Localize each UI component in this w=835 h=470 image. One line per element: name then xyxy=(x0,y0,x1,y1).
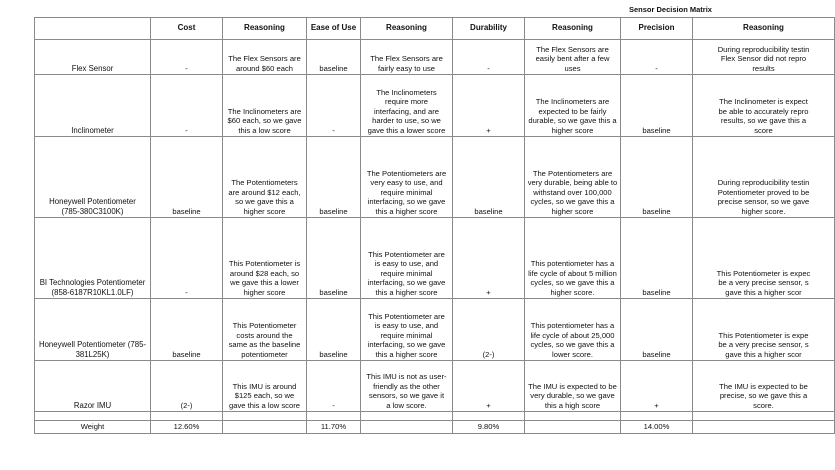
table-cell[interactable]: - xyxy=(151,40,223,75)
table-cell[interactable]: The Potentiometers are very durable, being able to withstand over 100,000 cycles, so we gave this a higher score xyxy=(525,137,621,218)
table-cell[interactable]: The Potentiometers are very easy to use, and require minimal interfacing, so we gave this a higher score xyxy=(361,137,453,218)
table-cell[interactable]: baseline xyxy=(307,40,361,75)
table-cell[interactable] xyxy=(621,412,693,421)
table-cell[interactable]: This IMU is not as user- friendly as the other sensors, so we gave it a low score. xyxy=(361,361,453,412)
header-cell[interactable]: Reasoning xyxy=(525,18,621,40)
table-cell[interactable]: baseline xyxy=(621,137,693,218)
header-cell[interactable]: Ease of Use xyxy=(307,18,361,40)
table-cell[interactable] xyxy=(361,412,453,421)
table-cell[interactable]: The IMU is expected to be very durable, so we gave this a high score xyxy=(525,361,621,412)
table-cell[interactable]: This Potentiometer are is easy to use, and require minimal interfacing, so we gave this a higher score xyxy=(361,299,453,361)
table-cell[interactable]: Honeywell Potentiometer (785-380C3100K) xyxy=(35,137,151,218)
table-cell[interactable]: The Flex Sensors are fairly easy to use xyxy=(361,40,453,75)
table-cell[interactable]: + xyxy=(453,75,525,137)
title-bar xyxy=(34,5,834,17)
table-cell[interactable]: During reproducibility testin Flex Sensor did not repro results xyxy=(693,40,835,75)
table-cell[interactable]: The Flex Sensors are easily bent after a few uses xyxy=(525,40,621,75)
table-cell[interactable]: Inclinometer xyxy=(35,75,151,137)
table-cell[interactable] xyxy=(525,412,621,421)
table-cell[interactable]: - xyxy=(151,218,223,299)
table-cell[interactable]: Honeywell Potentiometer (785- 381L25K) xyxy=(35,299,151,361)
table-cell[interactable] xyxy=(307,412,361,421)
decision-matrix-table xyxy=(34,17,835,434)
header-row xyxy=(35,18,835,40)
table-cell[interactable]: - xyxy=(151,75,223,137)
table-cell[interactable]: The Potentiometers are around $12 each, so we gave this a higher score xyxy=(223,137,307,218)
table-cell[interactable]: This Potentiometer are is easy to use, and require minimal interfacing, so we gave this a higher score xyxy=(361,218,453,299)
table-cell[interactable]: + xyxy=(453,361,525,412)
table-row xyxy=(35,299,835,361)
weight-row xyxy=(35,421,835,434)
table-cell[interactable] xyxy=(693,412,835,421)
table-cell[interactable]: This Potentiometer is expe be a very precise sensor, s gave this a higher scor xyxy=(693,299,835,361)
blank-row xyxy=(35,412,835,421)
table-cell[interactable]: baseline xyxy=(621,218,693,299)
table-cell[interactable]: baseline xyxy=(151,137,223,218)
table-cell[interactable]: BI Technologies Potentiometer (858-6187R10KL1.0LF) xyxy=(35,218,151,299)
weight-cell[interactable]: 11.70% xyxy=(307,421,361,434)
table-cell[interactable]: The Inclinometers require more interfacing, and are harder to use, so we gave this a lower score xyxy=(361,75,453,137)
table-cell[interactable]: - xyxy=(621,40,693,75)
table-cell[interactable]: + xyxy=(621,361,693,412)
table-cell[interactable]: baseline xyxy=(307,137,361,218)
table-cell[interactable]: - xyxy=(307,361,361,412)
table-cell[interactable]: This Potentiometer is around $28 each, so we gave this a lower higher score xyxy=(223,218,307,299)
header-cell[interactable]: Reasoning xyxy=(693,18,835,40)
table-cell[interactable]: This Potentiometer costs around the same as the baseline potentiometer xyxy=(223,299,307,361)
table-cell[interactable]: The Inclinometer is expect be able to accurately repro results, so we gave this a score xyxy=(693,75,835,137)
table-cell[interactable] xyxy=(453,412,525,421)
table-cell[interactable]: The Inclinometers are $60 each, so we gave this a low score xyxy=(223,75,307,137)
table-cell[interactable]: baseline xyxy=(307,218,361,299)
table-cell[interactable]: - xyxy=(307,75,361,137)
table-cell[interactable]: + xyxy=(453,218,525,299)
decision-matrix-sheet xyxy=(34,5,834,434)
table-cell[interactable]: (2-) xyxy=(453,299,525,361)
table-cell[interactable]: baseline xyxy=(151,299,223,361)
table-cell[interactable]: baseline xyxy=(621,75,693,137)
header-cell[interactable]: Cost xyxy=(151,18,223,40)
table-row xyxy=(35,75,835,137)
weight-cell[interactable] xyxy=(223,421,307,434)
table-cell[interactable]: This IMU is around $125 each, so we gave this a low score xyxy=(223,361,307,412)
table-cell[interactable]: This potentiometer has a life cycle of about 5 million cycles, so we gave this a higher score. xyxy=(525,218,621,299)
table-row xyxy=(35,137,835,218)
table-row xyxy=(35,361,835,412)
table-cell[interactable]: (2-) xyxy=(151,361,223,412)
header-cell[interactable]: Reasoning xyxy=(223,18,307,40)
header-cell[interactable]: Durability xyxy=(453,18,525,40)
table-cell[interactable]: baseline xyxy=(453,137,525,218)
table-cell[interactable]: - xyxy=(453,40,525,75)
weight-cell[interactable]: 12.60% xyxy=(151,421,223,434)
table-cell[interactable]: baseline xyxy=(621,299,693,361)
header-cell[interactable]: Precision xyxy=(621,18,693,40)
header-cell[interactable]: Reasoning xyxy=(361,18,453,40)
matrix-title: Sensor Decision Matrix xyxy=(629,5,712,14)
weight-cell[interactable]: Weight xyxy=(35,421,151,434)
table-cell[interactable]: The IMU is expected to be precise, so we gave this a score. xyxy=(693,361,835,412)
table-cell[interactable]: This Potentiometer is expec be a very precise sensor, s gave this a higher scor xyxy=(693,218,835,299)
table-cell[interactable]: The Flex Sensors are around $60 each xyxy=(223,40,307,75)
table-cell[interactable]: This potentiometer has a life cycle of about 25,000 cycles, so we gave this a lower score. xyxy=(525,299,621,361)
weight-cell[interactable]: 14.00% xyxy=(621,421,693,434)
table-row xyxy=(35,218,835,299)
table-cell[interactable]: Flex Sensor xyxy=(35,40,151,75)
table-cell[interactable]: The Inclinometers are expected to be fairly durable, so we gave this a higher score xyxy=(525,75,621,137)
weight-cell[interactable] xyxy=(361,421,453,434)
header-cell[interactable] xyxy=(35,18,151,40)
table-cell[interactable]: During reproducibility testin Potentiometer proved to be precise sensor, so we gave higher score. xyxy=(693,137,835,218)
table-cell[interactable] xyxy=(223,412,307,421)
table-cell[interactable]: baseline xyxy=(307,299,361,361)
table-cell[interactable] xyxy=(35,412,151,421)
weight-cell[interactable]: 9.80% xyxy=(453,421,525,434)
weight-cell[interactable] xyxy=(693,421,835,434)
table-cell[interactable] xyxy=(151,412,223,421)
table-cell[interactable]: Razor IMU xyxy=(35,361,151,412)
table-row xyxy=(35,40,835,75)
weight-cell[interactable] xyxy=(525,421,621,434)
